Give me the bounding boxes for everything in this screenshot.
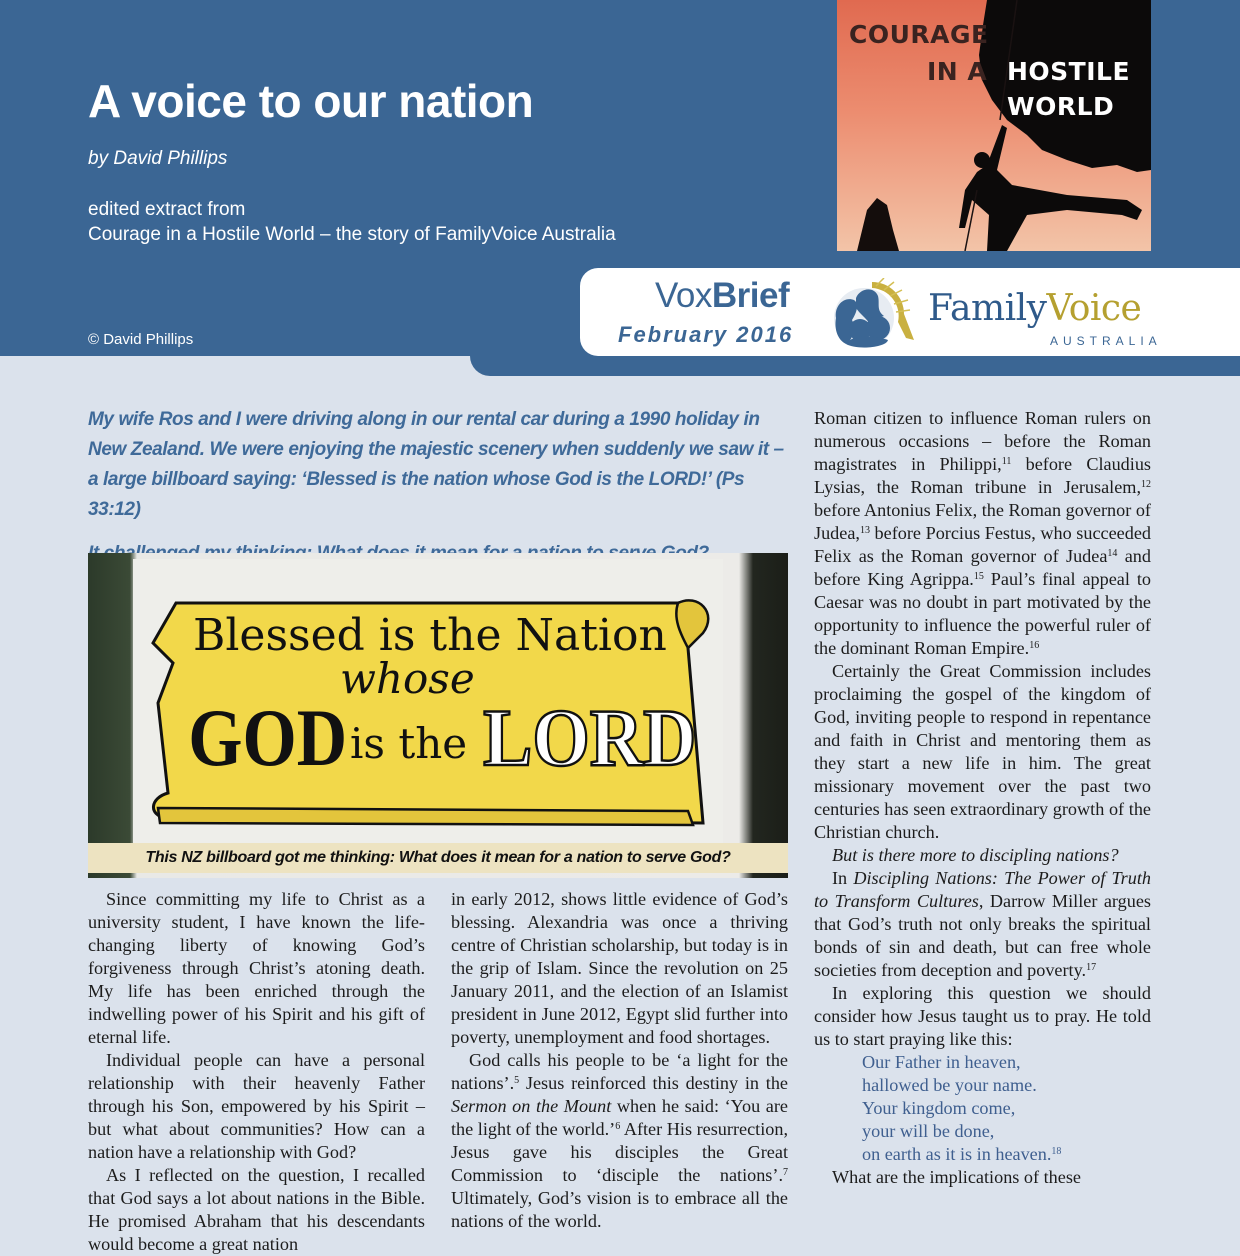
article-intro: [88, 405, 788, 569]
intro-paragraph: My wife Ros and I were driving along in our rental car during a 1990 holiday in New Zealand. We were enjoying the majestic scenery when suddenly we saw it – a large billboard saying: ‘Blessed is the nation whose God is the LORD!’ (Ps 33:12): [88, 409, 784, 520]
issue-date: February 2016: [618, 322, 794, 347]
article-column-1: [88, 888, 425, 1256]
body-paragraph: What are the implications of these: [832, 1167, 1081, 1187]
body-paragraph: Individual people can have a personal relationship with their heavenly Father through his Son, empowered by his Spirit – but what about communities? How can a nation have a relationship with God?: [88, 1050, 425, 1162]
newsletter-name-vox: Vox: [655, 276, 712, 315]
text-run: Roman citizen to influence Roman rulers on numerous occasions – before the Roman magistrates in Philippi,: [814, 408, 1151, 474]
text-run: God calls his people to be ‘a light for the nations’.: [451, 1050, 788, 1093]
familyvoice-logo-icon: [826, 278, 918, 350]
article-column-2: [451, 888, 788, 1233]
prayer-line: Your kingdom come,: [862, 1098, 1016, 1118]
footnote-ref: 7: [783, 1167, 788, 1178]
sign-line-2: whose: [340, 654, 475, 703]
copyright-notice: © David Phillips: [88, 331, 194, 348]
org-name: [928, 288, 1141, 329]
prayer-line: Our Father in heaven,: [862, 1052, 1021, 1072]
italic-title: Sermon on the Mount: [451, 1096, 612, 1116]
footnote-ref: 13: [859, 525, 870, 536]
cover-title-line: HOSTILE: [1007, 57, 1131, 86]
footnote-ref: 12: [1141, 479, 1151, 490]
cover-title-line: IN A: [927, 57, 988, 86]
text-run: when he said: ‘You are the light of the world.’: [451, 1096, 788, 1139]
lords-prayer-quote: [814, 1051, 1151, 1166]
sign-is-the: is the: [350, 719, 468, 768]
org-name-voice: Voice: [1046, 288, 1142, 329]
newsletter-name-brief: Brief: [711, 276, 790, 315]
photo-caption: This NZ billboard got me thinking: What does it mean for a nation to serve God?: [88, 843, 788, 873]
footnote-ref: 18: [1051, 1146, 1062, 1157]
cover-title-line: WORLD: [1007, 92, 1115, 121]
text-run: , Darrow Miller argues that God’s truth not only breaks the spiritual bonds of sin and death, but can free whole societies from deception and poverty.: [814, 891, 1151, 980]
body-paragraph: In exploring this question we should consider how Jesus taught us to pray. He told us to start praying like this:: [814, 983, 1151, 1049]
text-run: Paul’s final appeal to Caesar was no doubt in part motivated by the opportunity to influence the powerful ruler of the dominant Roman Empire.: [814, 569, 1151, 658]
article-column-3: [814, 407, 1151, 1189]
body-paragraph: As I reflected on the question, I recalled that God says a lot about nations in the Bible. He promised Abraham that his descendants would become a great nation: [88, 1165, 425, 1254]
newsletter-name: [655, 276, 789, 316]
text-run: Jesus reinforced this destiny in the: [519, 1073, 788, 1093]
article-byline: by David Phillips: [88, 148, 228, 169]
source-book-title: Courage in a Hostile World – the story of FamilyVoice Australia: [88, 224, 616, 245]
footnote-ref: 17: [1086, 962, 1097, 973]
body-paragraph: in early 2012, shows little evidence of God’s blessing. Alexandria was once a thriving centre of Christian scholarship, but today is in the grip of Islam. Since the revolution on 25 January 2011, and the election of an Islamist president in June 2012, Egypt slid further into poverty, unemployment and food shortages.: [451, 889, 788, 1047]
text-run: on earth as it is in heaven.: [862, 1144, 1052, 1164]
text-run: In: [832, 868, 854, 888]
body-paragraph: Certainly the Great Commission includes proclaiming the gospel of the kingdom of God, inviting people to respond in repentance and faith in Christ and mentoring them as they start a new life in him. The great missionary movement over the past two centuries has seen extraordinary growth of the Christian church.: [814, 661, 1151, 842]
billboard-scroll-image: [88, 553, 788, 878]
body-paragraph: [814, 867, 1151, 982]
text-run: After His resurrection, Jesus gave his disciples the Great Commission to ‘disciple the nations’.: [451, 1119, 788, 1185]
footnote-ref: 15: [973, 571, 984, 582]
footnote-ref: 5: [514, 1075, 520, 1086]
text-run: Ultimately, God’s vision is to embrace all the nations of the world.: [451, 1188, 788, 1231]
text-run: and before King Agrippa.: [814, 546, 1151, 589]
body-paragraph: [814, 407, 1151, 660]
article-title: A voice to our nation: [88, 75, 534, 127]
source-note: [88, 197, 616, 247]
org-name-family: Family: [928, 288, 1047, 329]
cover-title-line: COURAGE: [849, 20, 989, 49]
prayer-line: your will be done,: [862, 1121, 995, 1141]
org-country: AUSTRALIA: [1050, 334, 1162, 348]
footnote-ref: 14: [1107, 548, 1118, 559]
billboard-photo: [88, 553, 788, 878]
footnote-ref: 16: [1029, 640, 1040, 651]
book-cover-image: [837, 0, 1151, 251]
text-run: before Claudius Lysias, the Roman tribune in Jerusalem,: [814, 454, 1151, 497]
body-paragraph: [451, 1049, 788, 1233]
text-run: before Porcius Festus, who succeeded Felix as the Roman governor of Judea: [814, 523, 1151, 566]
subheading-question: [814, 844, 1151, 867]
italic-question: But is there more to discipling nations?: [832, 845, 1119, 865]
sign-line-1: Blessed is the Nation: [193, 610, 667, 661]
footnote-ref: 6: [615, 1121, 621, 1132]
footnote-ref: 11: [1001, 456, 1012, 467]
prayer-line: [862, 1143, 1151, 1166]
prayer-line: hallowed be your name.: [862, 1075, 1037, 1095]
sign-lord: LORD: [483, 691, 697, 783]
italic-title: Discipling Nations: The Power of Truth to Transform Cultures: [814, 868, 1151, 911]
sign-god: GOD: [188, 692, 348, 784]
text-run: before Antonius Felix, the Roman governor of Judea,: [814, 500, 1151, 543]
source-note-line: edited extract from: [88, 199, 246, 220]
body-paragraph: Since committing my life to Christ as a university student, I have known the life-changing liberty of knowing God’s forgiveness through Christ’s atoning death. My life has been enriched through the indwelling power of his Spirit and his gift of eternal life.: [88, 889, 425, 1047]
